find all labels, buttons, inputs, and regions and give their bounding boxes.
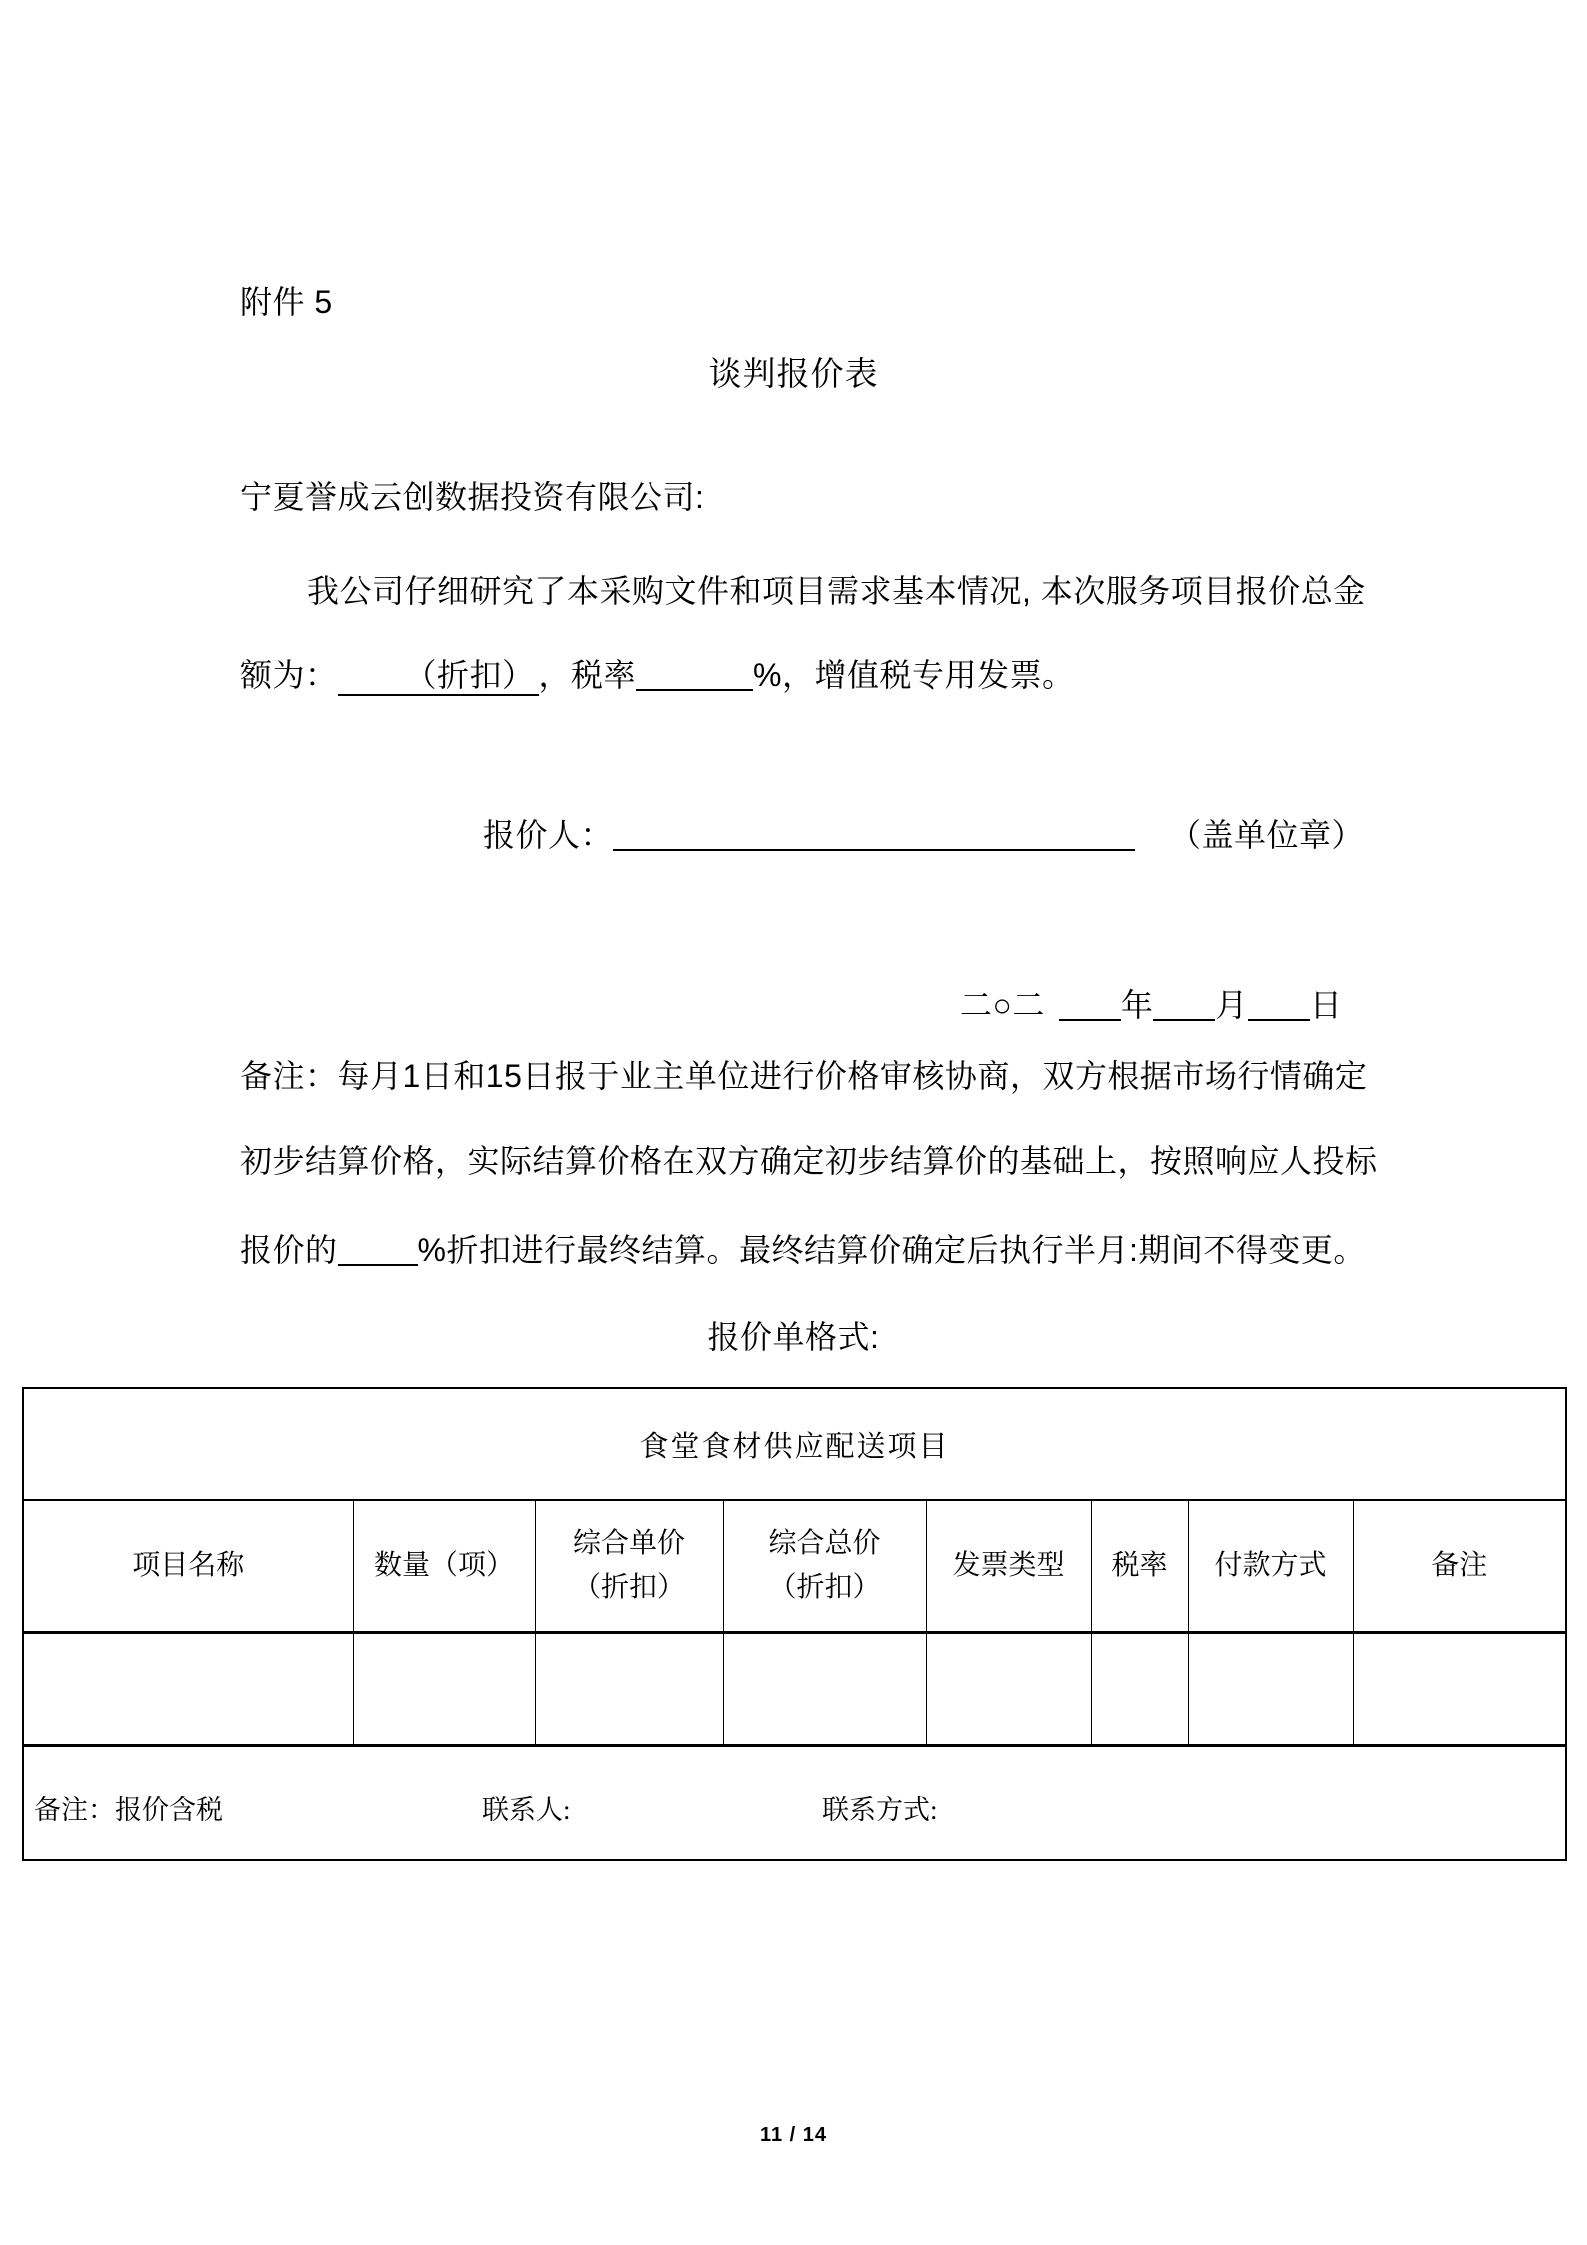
intro-paragraph-line1: 我公司仔细研究了本采购文件和项目需求基本情况, 本次服务项目报价总金 — [307, 573, 1366, 609]
quotation-table — [22, 1387, 1567, 1861]
empty-cell — [353, 1632, 535, 1745]
date-day-label: 日 — [1309, 987, 1343, 1023]
amount-mid: ，税率 — [538, 657, 637, 693]
header-total-price: 综合总价 （折扣） — [723, 1500, 926, 1632]
header-invoice-type: 发票类型 — [926, 1500, 1091, 1632]
amount-suffix: %，增值税专用发票。 — [753, 657, 1075, 693]
header-quantity: 数量（项） — [353, 1500, 535, 1632]
amount-line — [240, 652, 1075, 696]
table-empty-row — [23, 1632, 1566, 1745]
empty-cell — [723, 1632, 926, 1745]
header-tax-rate: 税率 — [1091, 1500, 1188, 1632]
notes-line3-prefix: 报价的 — [240, 1232, 338, 1268]
discount-label: （折扣） — [404, 657, 535, 693]
format-heading: 报价单格式: — [707, 1319, 880, 1355]
date-day-blank — [1248, 987, 1310, 1021]
date-year-blank — [1059, 987, 1121, 1021]
table-header-row — [23, 1500, 1566, 1632]
date-era: 二○二 — [960, 987, 1045, 1023]
page-number: 11 / 14 — [759, 2124, 828, 2146]
empty-cell — [1188, 1632, 1353, 1745]
date-year-label: 年 — [1120, 987, 1154, 1023]
notes-line2: 初步结算价格，实际结算价格在双方确定初步结算价的基础上，按照响应人投标 — [240, 1143, 1378, 1179]
footer-contact-method: 联系方式: — [822, 1794, 938, 1825]
tax-rate-blank — [636, 657, 753, 691]
seal-note: （盖单位章） — [1169, 817, 1365, 853]
attachment-label: 附件 5 — [240, 284, 333, 320]
amount-blank-with-discount — [338, 656, 539, 696]
date-month-blank — [1153, 987, 1215, 1021]
footer-contact: 联系人: — [482, 1794, 571, 1825]
notes-line3 — [240, 1227, 1366, 1269]
header-unit-price: 综合单价 （折扣） — [535, 1500, 723, 1632]
empty-cell — [23, 1632, 353, 1745]
empty-cell — [535, 1632, 723, 1745]
date-month-label: 月 — [1215, 987, 1248, 1023]
amount-prefix: 额为： — [240, 657, 338, 693]
quoter-blank — [613, 817, 1135, 851]
quoter-line — [483, 812, 1364, 854]
quoter-label: 报价人： — [483, 817, 614, 853]
table-title: 食堂食材供应配送项目 — [23, 1388, 1566, 1500]
document-title: 谈判报价表 — [708, 355, 879, 392]
final-discount-blank — [338, 1232, 418, 1266]
addressee-line: 宁夏誉成云创数据投资有限公司: — [240, 479, 705, 515]
empty-cell — [926, 1632, 1091, 1745]
notes-line3-suffix: %折扣进行最终结算。最终结算价确定后执行半月:期间不得变更。 — [417, 1232, 1366, 1268]
table-footer-row — [23, 1745, 1566, 1860]
notes-line1: 备注：每月1日和15日报于业主单位进行价格审核协商，双方根据市场行情确定 — [240, 1058, 1368, 1094]
empty-cell — [1091, 1632, 1188, 1745]
empty-cell — [1353, 1632, 1566, 1745]
header-remarks: 备注 — [1353, 1500, 1566, 1632]
header-project-name: 项目名称 — [23, 1500, 353, 1632]
header-payment-method: 付款方式 — [1188, 1500, 1353, 1632]
date-line — [960, 982, 1342, 1024]
footer-note: 备注：报价含税 — [34, 1794, 223, 1825]
